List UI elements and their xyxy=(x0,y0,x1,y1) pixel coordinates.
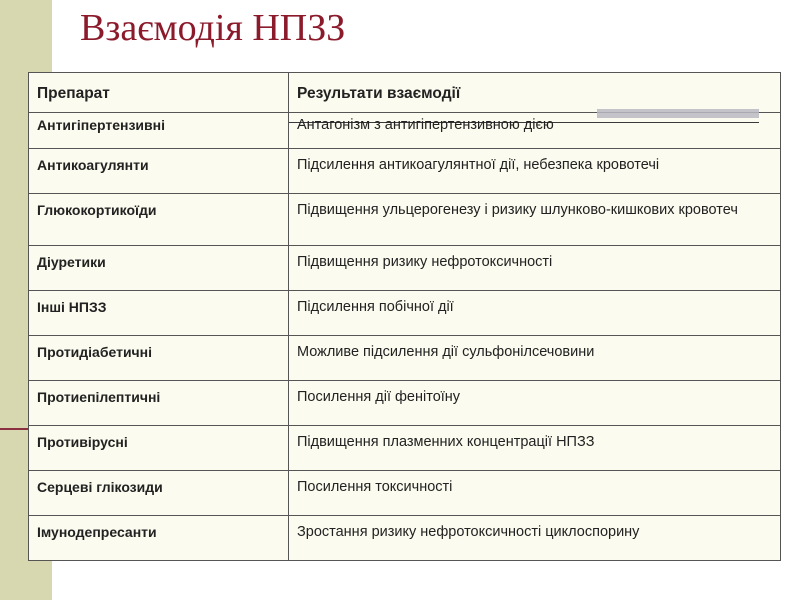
effect-cell: Підсилення побічної дії xyxy=(289,291,781,336)
effect-cell: Посилення дії фенітоїну xyxy=(289,381,781,426)
effect-cell: Підвищення плазменних концентрації НПЗЗ xyxy=(289,426,781,471)
table-row xyxy=(29,471,781,516)
effect-cell: Посилення токсичності xyxy=(289,471,781,516)
drug-cell: Глюкокортикоїди xyxy=(29,194,289,246)
table-row xyxy=(29,516,781,561)
table-row xyxy=(29,336,781,381)
strikethrough-text xyxy=(297,115,554,136)
highlight-band xyxy=(597,109,759,118)
effect-text: Антагонізм з антигіпертензивною дією xyxy=(297,117,554,133)
table-row xyxy=(29,291,781,336)
drug-cell: Імунодепресанти xyxy=(29,516,289,561)
table-header-row xyxy=(29,73,781,113)
table-row xyxy=(29,149,781,194)
effect-cell xyxy=(289,113,781,149)
effect-cell: Підвищення ризику нефротоксичності xyxy=(289,246,781,291)
table-row xyxy=(29,113,781,149)
drug-cell: Протиепілептичні xyxy=(29,381,289,426)
drug-cell: Протидіабетичні xyxy=(29,336,289,381)
slide-title: Взаємодія НПЗЗ xyxy=(80,7,346,49)
effect-cell: Підвищення ульцерогенезу і ризику шлунково-кишкових кровотеч xyxy=(289,194,781,246)
effect-cell: Зростання ризику нефротоксичності циклоспорину xyxy=(289,516,781,561)
drug-cell: Антикоагулянти xyxy=(29,149,289,194)
header-drug: Препарат xyxy=(29,73,289,113)
drug-cell: Діуретики xyxy=(29,246,289,291)
table-row xyxy=(29,246,781,291)
table-row xyxy=(29,381,781,426)
drug-cell: Інші НПЗЗ xyxy=(29,291,289,336)
interaction-table xyxy=(28,72,781,561)
drug-cell: Серцеві глікозиди xyxy=(29,471,289,516)
drug-cell: Антигіпертензивні xyxy=(29,113,289,149)
effect-cell: Можливе підсилення дії сульфонілсечовини xyxy=(289,336,781,381)
interaction-table-container xyxy=(28,72,780,561)
table-row xyxy=(29,426,781,471)
effect-cell: Підсилення антикоагулянтної дії, небезпека кровотечі xyxy=(289,149,781,194)
drug-cell: Противірусні xyxy=(29,426,289,471)
header-result: Результати взаємодії xyxy=(289,73,781,113)
table-row xyxy=(29,194,781,246)
